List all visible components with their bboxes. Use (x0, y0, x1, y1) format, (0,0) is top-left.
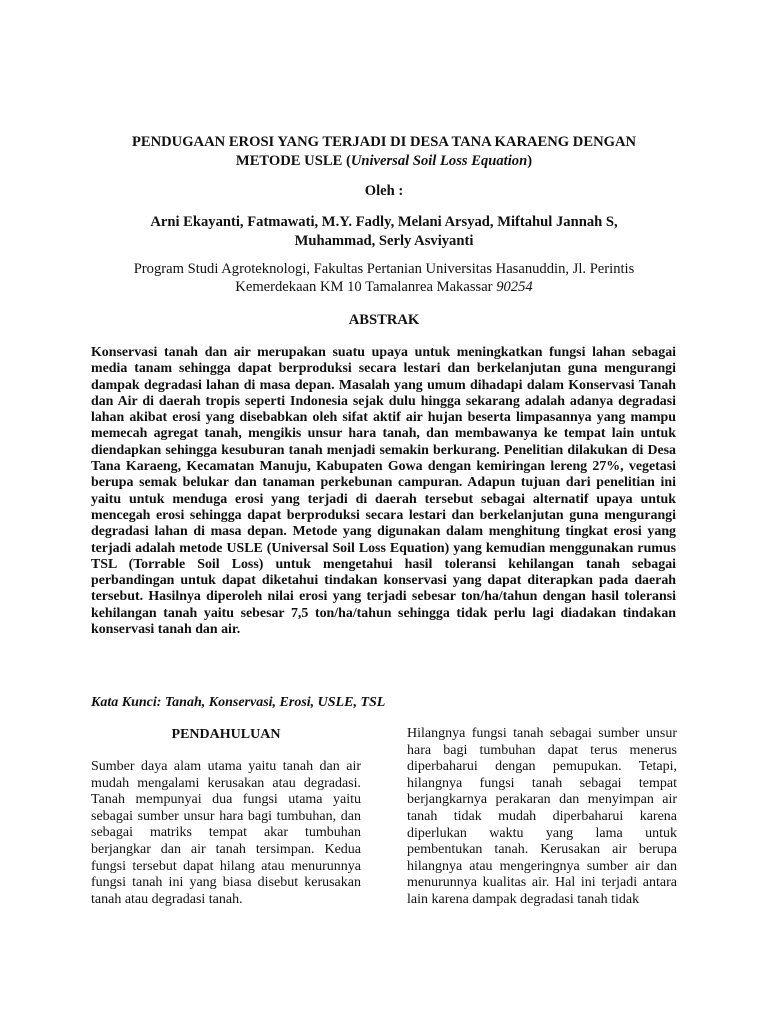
by-label: Oleh : (364, 183, 404, 199)
affiliation-line-1: Program Studi Agroteknologi, Fakultas Pertanian Universitas Hasanuddin, Jl. Perintis (133, 261, 635, 277)
keywords: Kata Kunci: Tanah, Konservasi, Erosi, USLE, TSL (91, 695, 386, 710)
authors-line-2: Muhammad, Serly Asviyanti (294, 233, 474, 249)
abstract-body: Konservasi tanah dan air merupakan suatu upaya untuk meningkatkan fungsi lahan sebagai media tanam sehingga dapat berproduksi secara lestari dan berkelanjutan guna mengurangi dampak degradasi lahan di masa depan. Masalah yang umum dihadapi dalam Konservasi Tanah dan Air di daerah tropis seperti Indonesia sejak dulu hingga sekarang adalah adanya degradasi lahan akibat erosi yang disebabkan oleh sifat aktif air hujan beserta limpasannya yang mampu memecah agregat tanah, mengikis unsur hara tanah, dan membawanya ke tempat lain untuk diendapkan sehingga kesuburan tanah menjadi semakin berkurang. Penelitian dilakukan di Desa Tana Karaeng, Kecamatan Manuju, Kabupaten Gowa dengan kemiringan lereng 27%, vegetasi berupa semak belukar dan tanaman perkebunan campuran. Adapun tujuan dari penelitian ini yaitu untuk menduga erosi yang terjadi di daerah tersebut sebagai alternatif upaya untuk mencegah erosi sehingga dapat berproduksi secara lestari dan berkelanjutan guna mengurangi degradasi lahan di masa depan. Metode yang digunakan dalam menghitung tingkat erosi yang terjadi adalah metode USLE (Universal Soil Loss Equation) yang kemudian menggunakan rumus TSL (Torrable Soil Loss) untuk mengetahui hasil toleransi kehilangan tanah sebagai perbandingan untuk dapat diketahui tindakan konservasi yang dapat diterapkan pada daerah tersebut. Hasilnya diperoleh nilai erosi yang terjadi sebesar ton/ha/tahun dengan hasil toleransi kehilangan tanah yaitu sebesar 7,5 ton/ha/tahun sehingga tidak perlu lagi diadakan tindakan konservasi tanah dan air. (91, 345, 676, 638)
title-prefix: METODE USLE ( (235, 153, 351, 169)
section-heading: PENDAHULUAN (171, 727, 281, 742)
left-column (91, 726, 361, 908)
title-line-2 (80, 152, 688, 171)
intro-paragraph-right: Hilangnya fungsi tanah sebagai sumber unsur hara bagi tumbuhan dapat terus menerus diperbaharui dengan pemupukan. Tetapi, hilangnya fungsi tanah sebagai tempat berjangkarnya perakaran dan menyimpan air tanah tidak mudah diperbaharui karena diperlukan waktu yang lama untuk pembentukan tanah. Kerusakan air berupa hilangnya atau mengeringnya sumber air dan menurunnya kualitas air. Hal ini terjadi antara lain karena dampak degradasi tanah tidak (407, 726, 677, 907)
title-italic: Universal Soil Loss Equation (350, 153, 528, 169)
title-suffix: ) (527, 153, 533, 169)
affiliation-line-2 (80, 278, 688, 296)
right-column (407, 726, 677, 909)
title-line-1: PENDUGAAN EROSI YANG TERJADI DI DESA TANA KARAENG DENGAN (131, 134, 637, 150)
intro-paragraph-left: Sumber daya alam utama yaitu tanah dan air mudah mengalami kerusakan atau degradasi. Tanah mempunyai dua fungsi utama yaitu sebagai sumber unsur hara bagi tumbuhan, dan sebagai matriks tempat akar tumbuhan berjangkar dan air tanah tersimpan. Kedua fungsi tersebut dapat hilang atau menurunnya fungsi tanah ini yang biasa disebut kerusakan tanah atau degradasi tanah. (91, 759, 361, 907)
abstract-heading: ABSTRAK (348, 312, 420, 328)
affiliation-address: Kemerdekaan KM 10 Tamalanrea Makassar (235, 279, 493, 295)
author-list (80, 213, 688, 251)
paper-title (80, 133, 688, 171)
affiliation-postcode: 90254 (496, 279, 533, 295)
authors-line-1: Arni Ekayanti, Fatmawati, M.Y. Fadly, Melani Arsyad, Miftahul Jannah S, (150, 214, 618, 230)
affiliation (80, 260, 688, 296)
